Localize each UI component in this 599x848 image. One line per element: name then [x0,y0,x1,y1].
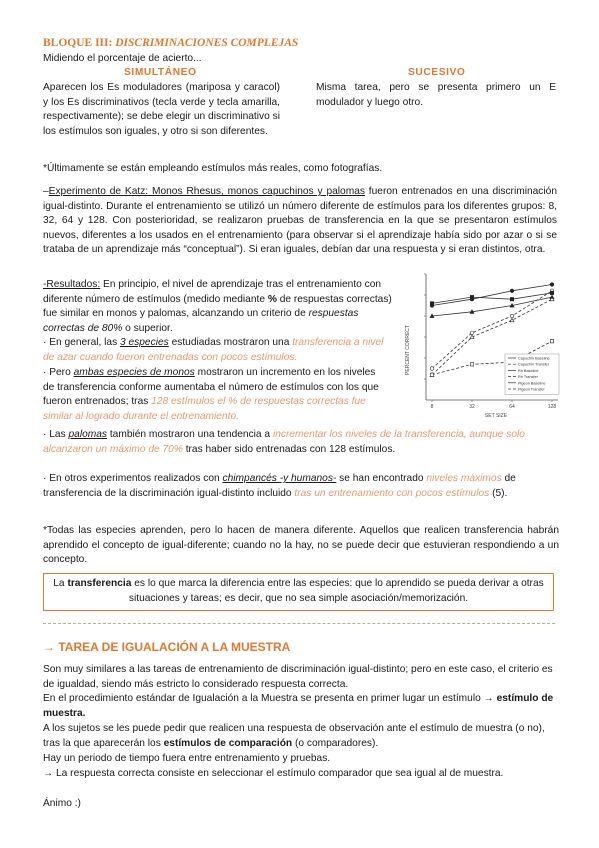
data-point [510,314,514,318]
data-point [510,298,513,301]
sucesivo-heading: SUCESIVO [408,67,466,78]
x-tick-label: 8 [430,404,434,410]
section-paragraph-2 [43,692,559,721]
katz-chart [396,262,568,420]
data-point [510,289,514,293]
x-tick-label: 128 [547,404,557,410]
bullet-text: estudiadas mostraron una [168,337,293,348]
bullet-underlined: ambas especies de monos [73,367,195,378]
bullet-text: · En otros experimentos realizados con [43,473,223,484]
callout-text: es lo que marca la diferencia entre las especies: que lo aprendido se pueda derivar a otras situaciones y tareas; es decir, que no sea simple asociación/memorización. [128,578,544,604]
p2-text: En el procedimiento estándar de Igualación a la Muestra se presenta en primer lugar un estímulo → [43,693,497,704]
subtitle: Midiendo el porcentaje de acierto... [43,53,202,64]
bullet-text: de transferencia de la discriminación igual-distinto incluido [43,473,516,499]
data-point [510,318,514,322]
data-point [550,283,554,287]
bullet-text: (5). [489,487,508,499]
results-text: En principio, el nivel de aprendizaje tras el entrenamiento con diferente número de estímulos (medido mediante [43,279,382,305]
data-point [430,373,433,376]
katz-dash: – [43,186,49,197]
bullet-three-species [43,336,388,365]
p3-bold: estímulos de comparación [163,737,293,749]
simultaneo-heading: SIMULTÁNEO [124,67,197,78]
bullet-text: se han encontrado [336,473,427,484]
page-title [43,37,298,49]
bullet-pigeons [43,428,555,457]
chart-legend [505,354,559,394]
katz-paragraph [43,185,557,258]
bullet-text: mostraron un incremento en los niveles de transferencia conforme aumentaba el número de estímulos con los que fueron entrenados; tras [43,367,379,408]
x-tick-label: 32 [469,404,475,410]
bullet-underlined: 3 especies [120,337,169,348]
series-line [432,293,552,304]
data-point [550,291,553,294]
legend-label: Capuchin Transfer [518,362,550,367]
bullet-highlight: transferencia a nivel de azar cuando fueron entrenadas con pocos estímulos. [43,337,384,363]
results-criterion: respuestas correctas de 80% [43,308,359,334]
callout-text: La [53,578,68,589]
results-text: de respuestas correctas) fue similar en monos y palomas, alcanzando un criterio de [43,293,392,320]
results-text: o superior. [122,322,173,334]
title-italic: DISCRIMINACIONES COMPLEJAS [115,37,299,49]
legend-label: Rh Baseline [518,368,539,373]
data-point [430,302,433,305]
bullet-highlight: niveles máximos [426,473,502,484]
bullet-text: · En general, las [43,337,121,348]
results-pct: % [267,293,277,305]
chart-ylabel: PERCENT CORRECT [405,325,411,375]
simultaneo-text: Aparecen los Es moduladores (mariposa y caracol) y los Es discriminativos (tecla verde y tecla amarilla, respectivamente); se debe elegir un discriminativo si los estímulos son iguales, y otro si son diferentes. [43,82,280,137]
note-photographs: *Últimamente se están empleando estímulos más reales, como fotografías. [43,163,383,174]
closing-text: Ánimo :) [43,798,81,809]
bullet-underlined: palomas [68,429,107,440]
transfer-callout [43,573,554,611]
bullet-highlight: incrementar los niveles de la transferencia, aunque solo alcanzaron un máximo de 70% [43,429,525,455]
data-point [470,363,473,366]
legend-label: Pigeon Transfer [518,387,545,392]
legend-label: Capuchin Baseline [518,356,550,361]
title-prefix: BLOQUE III: [43,37,116,49]
results-heading: -Resultados: [43,279,101,290]
bullet-text: · Las [43,429,69,440]
katz-experiment-title: Experimento de Katz: Monos Rhesus, monos capuchinos y palomas [48,186,365,197]
data-point [470,331,474,335]
chart-xlabel: SET SIZE [484,413,508,419]
bullet-text: · Pero [43,367,74,378]
x-tick-label: 64 [509,404,515,410]
series-line [432,297,552,316]
data-point [430,367,434,371]
bullet-highlight: 128 estímulos el % de respuestas correctas fue similar al logrado durante el entrenamiento. [43,396,366,422]
callout-bold: transferencia [67,578,132,589]
section-title: → TAREA DE IGUALACIÓN A LA MUESTRA [43,640,291,654]
p3-text: (o comparadores). [292,737,379,749]
results-paragraph [43,278,396,336]
katz-body: fueron entrenados en una discriminación igual-distinto. Durante el entrenamiento se utilizó un número diferente de estímulos para los diferentes grupos: 8, 32, 64 y 128. Con posterioridad, se realizaron pruebas de transferencia en la que se presentaron estímulos nuevos, diferentes a los usados en el entrenamiento (para observar si el aprendizaje había sido por azar o si se trataba de un aprendizaje más “conceptual”). Si eran iguales, debían dar una respuesta y si eran distintos, otra. [43,186,557,256]
sucesivo-text: Misma tarea, pero se presenta primero un E modulador y luego otro. [316,82,556,108]
p2-bold: estímulo de muestra. [43,693,554,719]
bullet-highlight: tras un entrenamiento con pocos estímulos [294,487,490,499]
legend-label: Rh Transfer [518,375,538,380]
bullet-chimps [43,472,559,501]
bullet-text: tras haber sido entrenadas con 128 estímulos. [182,443,396,455]
bullet-underlined: chimpancés -y humanos- [222,473,337,484]
bullet-text: también mostraron una tendencia a [107,429,273,440]
data-point [470,295,473,298]
note-species: *Todas las especies aprenden, pero lo hacen de manera diferente. Aquellos que realicen transferencia habrán aprendido el concepto de igual-diferente; cuando no la hay, no se puede decir que estuvieran respondiendo a un concepto. [43,525,559,566]
data-point [550,340,553,343]
bullet-monkeys [43,366,388,424]
section-paragraph-5: → La respuesta correcta consiste en seleccionar el estímulo comparador que sea igual al de muestra. [43,768,504,779]
section-paragraph-1: Son muy similares a las tareas de entrenamiento de discriminación igual-distinto; pero en este caso, el criterio es de igualdad, siendo más estricto lo considerado respuesta correcta. [43,664,553,690]
section-paragraph-3 [43,722,559,751]
legend-label: Pigeon Baseline [518,381,546,386]
section-paragraph-4: Hay un periodo de tiempo fuera entre entrenamiento y pruebas. [43,753,331,764]
p3-text: A los sujetos se les puede pedir que realicen una respuesta de observación ante el estímulo de muestra (o no), tras la que aparecerán los [43,723,545,749]
section-divider [43,623,555,624]
